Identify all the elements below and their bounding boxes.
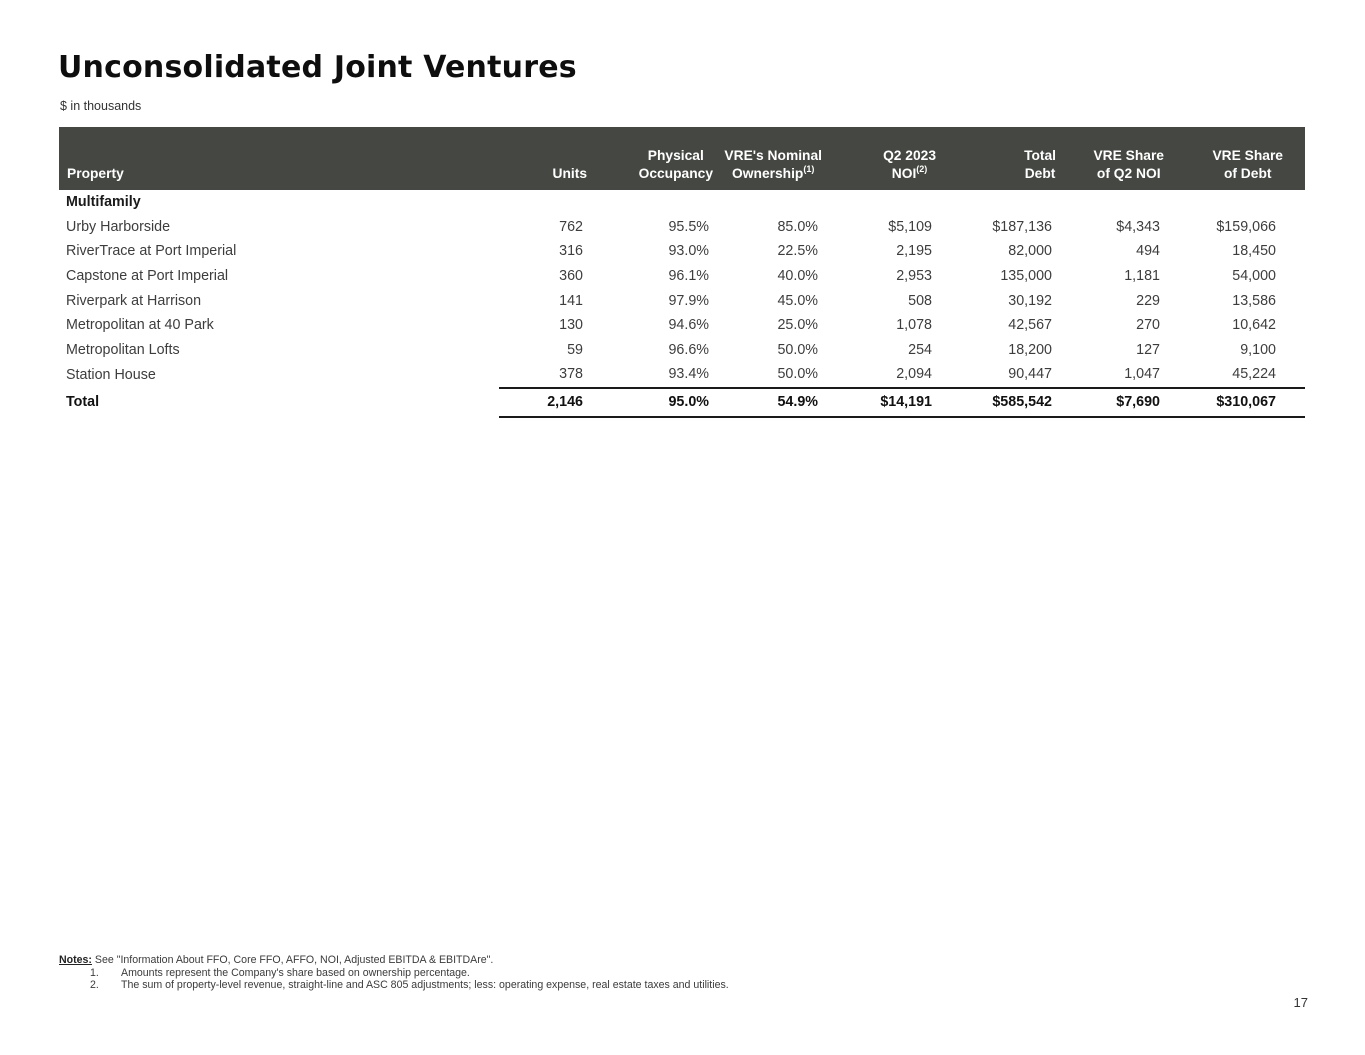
cell-property: Station House	[66, 366, 156, 383]
cell-vre-share-noi: 127	[1136, 341, 1160, 358]
cell-property: Metropolitan at 40 Park	[66, 317, 214, 334]
table-row	[59, 313, 1305, 338]
table-header-row	[59, 127, 1305, 190]
section-row-multifamily	[59, 190, 1305, 215]
header-units: Units	[499, 127, 593, 190]
header-q2-2023-noi: Q2 2023 NOI$^{(2)}$	[828, 127, 942, 190]
cell-noi: 2,094	[896, 366, 932, 383]
cell-occupancy: 93.0%	[668, 243, 709, 260]
joint-ventures-table	[59, 127, 1305, 418]
cell-total-debt: 18,200	[1008, 341, 1052, 358]
page-title: Unconsolidated Joint Ventures	[58, 50, 577, 85]
footnotes	[59, 954, 729, 992]
cell-total-debt: 135,000	[1000, 268, 1052, 285]
cell-occupancy: 97.9%	[668, 292, 709, 309]
cell-occupancy: 95.5%	[668, 218, 709, 235]
footnote-text: Amounts represent the Company's share based on ownership percentage.	[121, 966, 470, 979]
cell-noi: 1,078	[896, 317, 932, 334]
cell-total-debt: 30,192	[1008, 292, 1052, 309]
total-vre-share-noi: $7,690	[1062, 388, 1170, 417]
cell-noi: 2,953	[896, 268, 932, 285]
footnote-item	[59, 967, 729, 980]
table-row	[59, 239, 1305, 264]
cell-occupancy: 94.6%	[668, 317, 709, 334]
table-row	[59, 215, 1305, 240]
cell-noi: 508	[908, 292, 932, 309]
cell-property: Capstone at Port Imperial	[66, 268, 229, 285]
section-label: Multifamily	[66, 194, 141, 211]
cell-vre-share-noi: 494	[1136, 243, 1160, 260]
cell-ownership: 22.5%	[777, 243, 818, 260]
cell-vre-share-noi: 1,181	[1124, 268, 1160, 285]
cell-property: Riverpark at Harrison	[66, 292, 202, 309]
cell-vre-share-debt: 45,224	[1232, 366, 1276, 383]
table-total-row	[59, 388, 1305, 417]
cell-units: 59	[567, 341, 583, 358]
page-number: 17	[1293, 995, 1308, 1010]
total-vre-share-debt: $310,067	[1170, 388, 1305, 417]
cell-ownership: 85.0%	[777, 218, 818, 235]
footnote-ref-2: (2)	[916, 164, 928, 174]
table-row	[59, 264, 1305, 289]
cell-property: Urby Harborside	[66, 218, 171, 235]
cell-units: 130	[559, 317, 583, 334]
cell-vre-share-noi: 270	[1136, 317, 1160, 334]
footnote-ref-1: (1)	[803, 164, 815, 174]
footnotes-intro-line	[59, 954, 729, 967]
cell-vre-share-noi: 229	[1136, 292, 1160, 309]
cell-noi: 254	[908, 341, 932, 358]
table-row	[59, 288, 1305, 313]
cell-vre-share-debt: 9,100	[1240, 341, 1276, 358]
cell-vre-share-debt: 18,450	[1232, 243, 1276, 260]
total-label: Total	[66, 394, 100, 411]
cell-total-debt: 82,000	[1008, 243, 1052, 260]
cell-occupancy: 96.6%	[668, 341, 709, 358]
footnotes-intro-text: See "Information About FFO, Core FFO, AFFO, NOI, Adjusted EBITDA & EBITDAre".	[94, 954, 494, 966]
header-vre-share-debt: VRE Share of Debt	[1170, 127, 1305, 190]
cell-vre-share-debt: 54,000	[1232, 268, 1276, 285]
cell-property: RiverTrace at Port Imperial	[66, 243, 237, 260]
cell-units: 141	[559, 292, 583, 309]
total-noi: $14,191	[828, 388, 942, 417]
footnote-number: 1.	[90, 966, 99, 979]
footnotes-label: Notes:	[59, 954, 92, 966]
header-total-debt: Total Debt	[942, 127, 1062, 190]
cell-ownership: 40.0%	[777, 268, 818, 285]
cell-units: 316	[559, 243, 583, 260]
cell-units: 360	[559, 268, 583, 285]
cell-noi: 2,195	[896, 243, 932, 260]
total-occupancy: 95.0%	[593, 388, 719, 417]
total-total-debt: $585,542	[942, 388, 1062, 417]
header-property: Property	[59, 127, 499, 190]
cell-property: Metropolitan Lofts	[66, 341, 180, 358]
cell-units: 762	[559, 218, 583, 235]
cell-vre-share-noi: 1,047	[1124, 366, 1160, 383]
footnote-text: The sum of property-level revenue, straight-line and ASC 805 adjustments; less: operating expense, real estate taxes and utilities.	[121, 979, 729, 992]
table-row	[59, 362, 1305, 388]
cell-ownership: 50.0%	[777, 366, 818, 383]
cell-ownership: 50.0%	[777, 341, 818, 358]
footnote-item	[59, 979, 729, 992]
cell-ownership: 45.0%	[777, 292, 818, 309]
cell-total-debt: $187,136	[992, 218, 1052, 235]
cell-noi: $5,109	[888, 218, 932, 235]
cell-units: 378	[559, 366, 583, 383]
cell-occupancy: 96.1%	[668, 268, 709, 285]
cell-ownership: 25.0%	[777, 317, 818, 334]
cell-vre-share-noi: $4,343	[1116, 218, 1160, 235]
footnote-number: 2.	[90, 979, 99, 992]
cell-vre-share-debt: 13,586	[1232, 292, 1276, 309]
cell-vre-share-debt: $159,066	[1216, 218, 1276, 235]
cell-occupancy: 93.4%	[668, 366, 709, 383]
header-physical-occupancy: Physical Occupancy	[593, 127, 719, 190]
cell-total-debt: 90,447	[1008, 366, 1052, 383]
header-vre-share-q2-noi: VRE Share of Q2 NOI	[1062, 127, 1170, 190]
cell-total-debt: 42,567	[1008, 317, 1052, 334]
cell-vre-share-debt: 10,642	[1232, 317, 1276, 334]
units-note: $ in thousands	[60, 99, 142, 113]
total-ownership: 54.9%	[719, 388, 828, 417]
total-units: 2,146	[499, 388, 593, 417]
table-row	[59, 338, 1305, 363]
header-vre-nominal-ownership: VRE's Nominal Ownership$^{(1)}$	[719, 127, 828, 190]
